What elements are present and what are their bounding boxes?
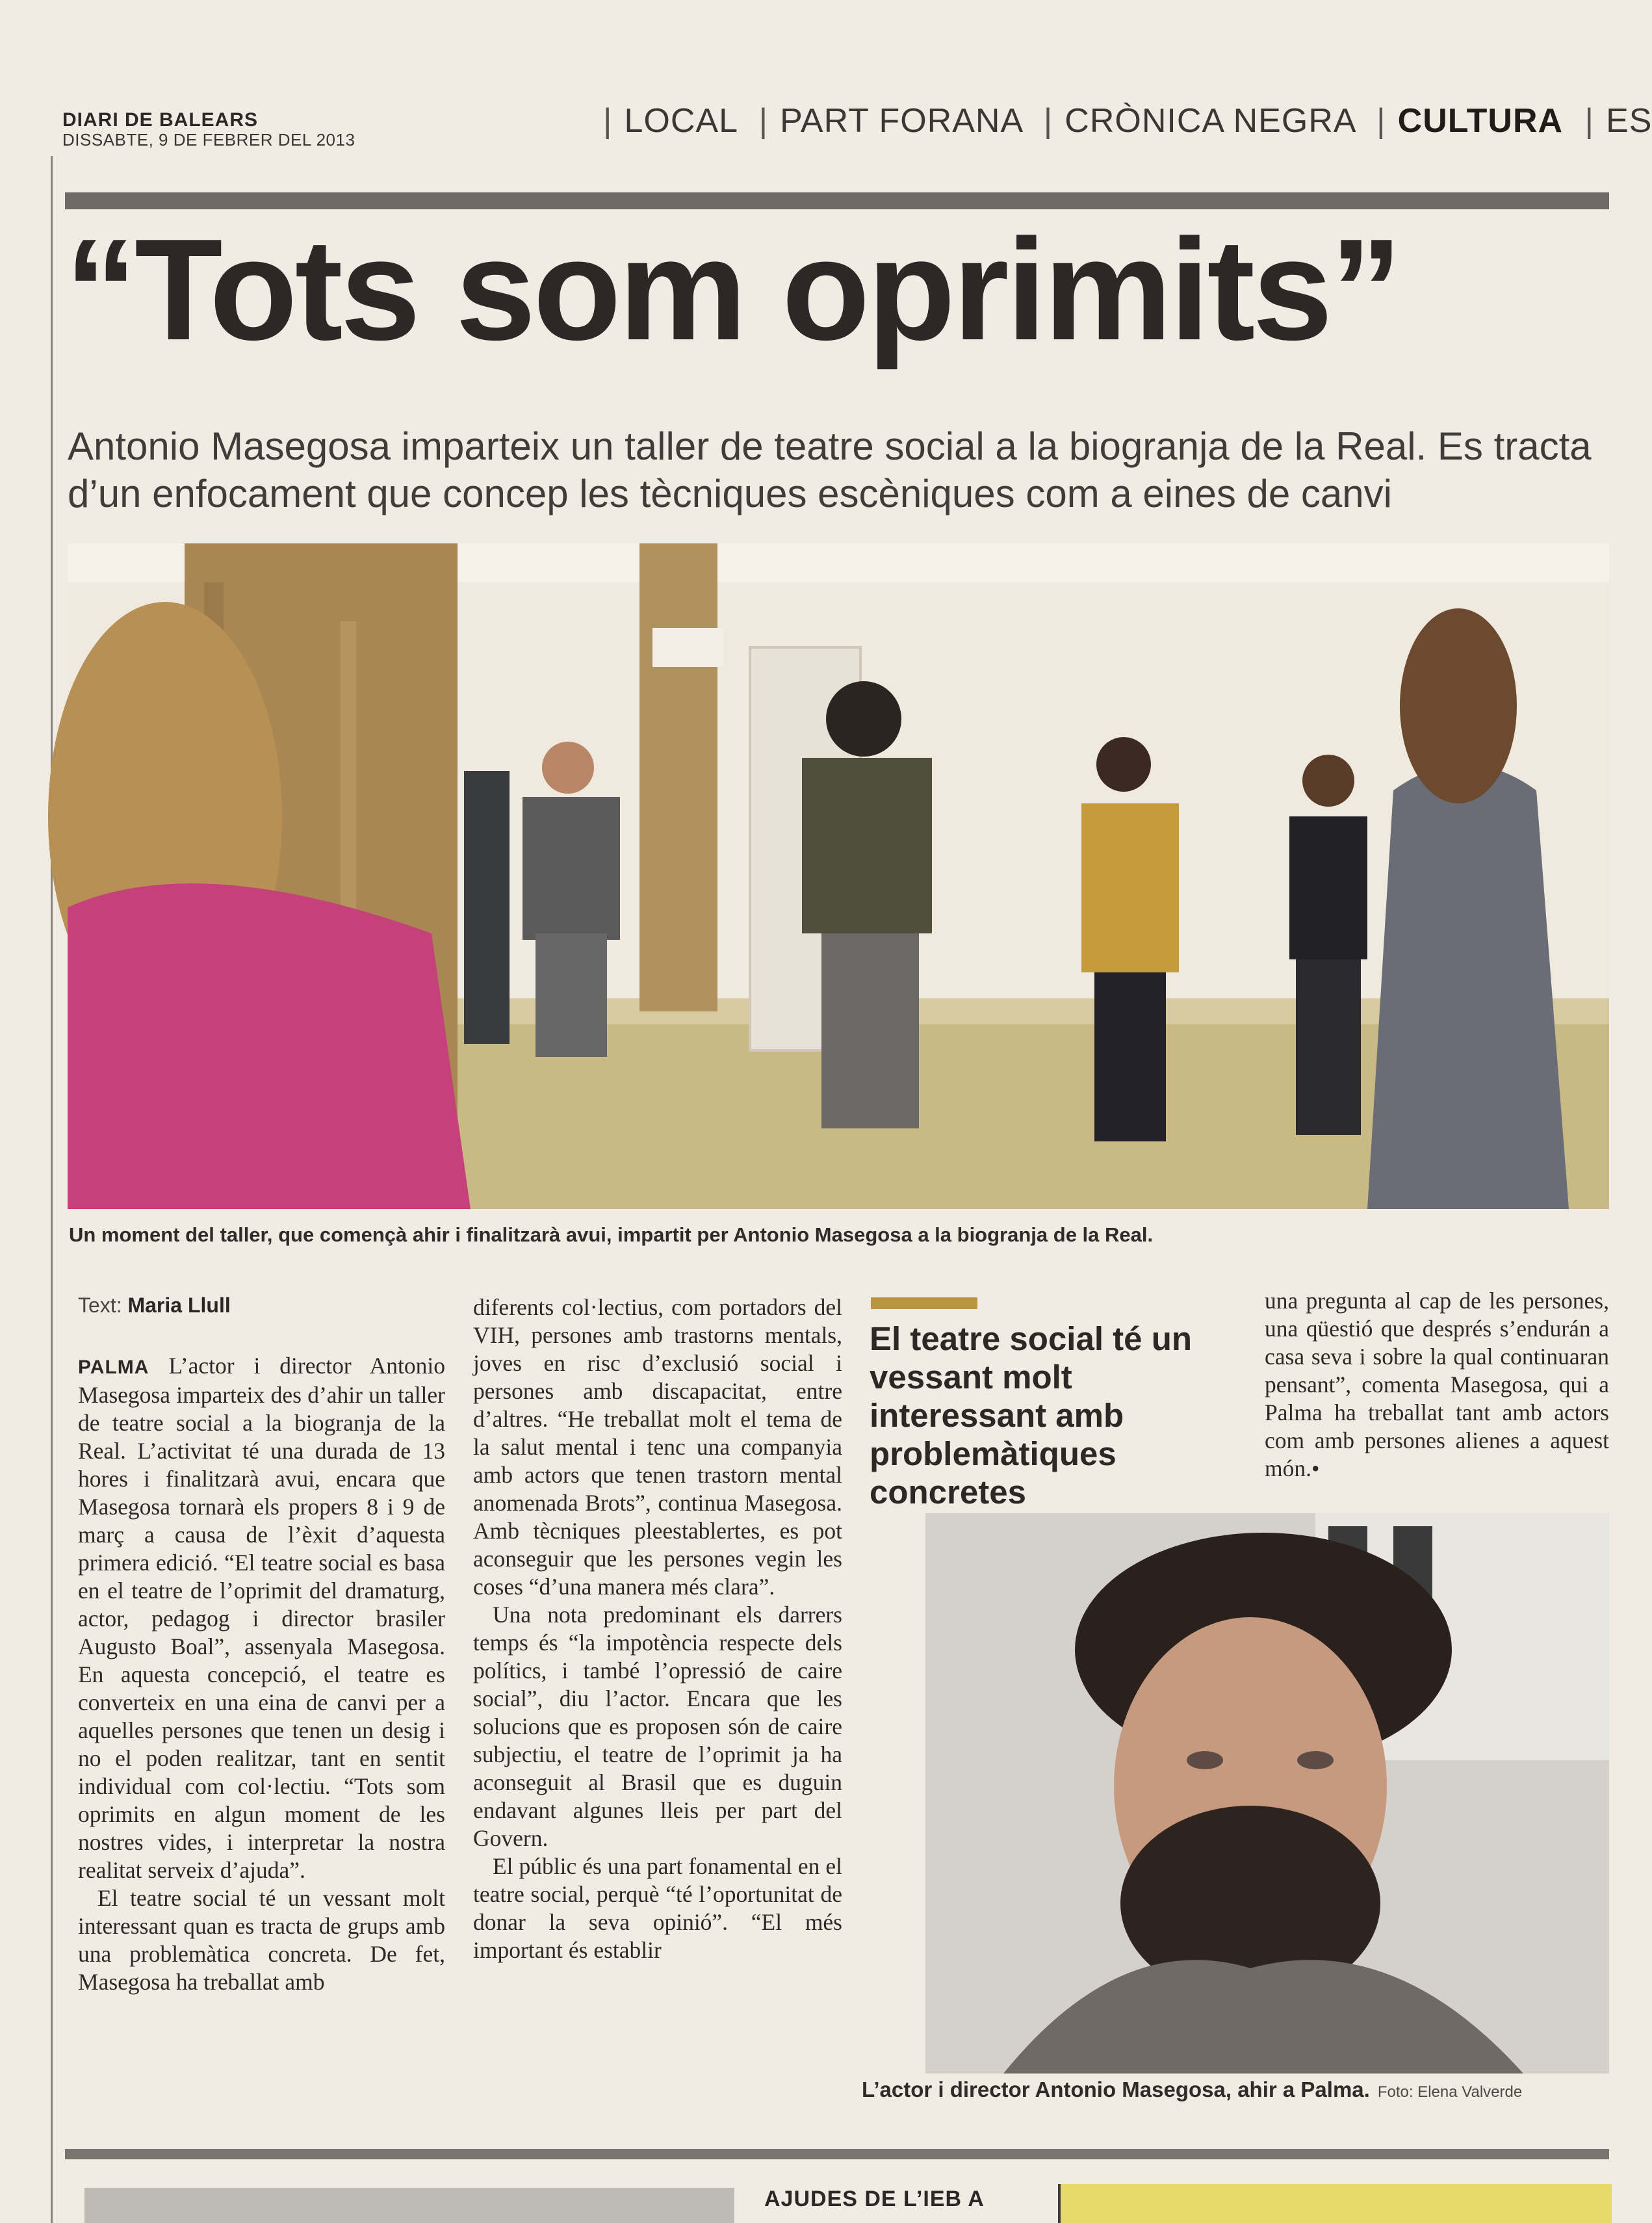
article-column-2: [473, 1294, 842, 1964]
byline-author: Maria Llull: [127, 1294, 231, 1317]
next-article-photo-strip: [84, 2188, 734, 2223]
section-es[interactable]: ES: [1606, 102, 1652, 140]
header-rule: [65, 192, 1609, 209]
portrait-caption: [862, 2077, 1522, 2102]
location-dateline: PALMA: [78, 1357, 149, 1378]
article-column-4: [1265, 1287, 1609, 1483]
photo-credit: Foto: Elena Valverde: [1377, 2083, 1523, 2101]
article-column-1: [78, 1352, 445, 1996]
issue-date: DISSABTE, 9 DE FEBRER DEL 2013: [62, 130, 355, 150]
paragraph: [78, 1352, 445, 1884]
portrait-photo: [925, 1513, 1609, 2074]
section-local[interactable]: LOCAL: [624, 102, 738, 140]
pull-quote: El teatre social té un vessant molt interessant amb problemàtiques concretes: [870, 1320, 1193, 1511]
section-cronica-negra[interactable]: CRÒNICA NEGRA: [1065, 102, 1355, 140]
section-part-forana[interactable]: PART FORANA: [780, 102, 1022, 140]
paragraph: El públic és una part fonamental en el teatre social, perquè “té l’oportunitat de donar la seva opinió”. “El més important és establir: [473, 1853, 842, 1963]
page-margin-rule: [51, 156, 53, 2223]
paragraph: El teatre social té un vessant molt interessant quan es tracta de grups amb una problemàtica concreta. De fet, Masegosa ha treballat amb: [78, 1885, 445, 1995]
nav-separator: |: [1376, 102, 1386, 140]
subheadline: Antonio Masegosa imparteix un taller de teatre social a la biogranja de la Real. Es tracta d’un enfocament que concep les tècniques escèniques com a eines de canvi: [68, 424, 1592, 516]
portrait-caption-text: L’actor i director Antonio Masegosa, ahir a Palma.: [862, 2077, 1370, 2101]
advert-strip: [1058, 2184, 1612, 2223]
next-article-headline: AJUDES DE L’IEB A: [764, 2187, 985, 2211]
photo-caption: Un moment del taller, que començà ahir i finalitzarà avui, impartit per Antonio Masegosa a la biogranja de la Real.: [69, 1223, 1154, 1246]
byline: [78, 1294, 231, 1318]
paragraph: Una nota predominant els darrers temps és “la impotència respecte dels polítics, i també l’opressió de caire social”, diu l’actor. Encara que les solucions que es proposen són de caire subjectiu, el teatre de l’oprimit ja ha aconseguit al Brasil que es duguin endavant algunes lleis per part del Govern.: [473, 1602, 842, 1851]
paragraph: una pregunta al cap de les persones, una qüestió que després s’endurán a casa seva i sobre la qual continuaran pensant”, comenta Masegosa, qui a Palma ha treballat tant amb actors com amb persones alienes a aquest món.•: [1265, 1288, 1609, 1481]
byline-label: Text:: [78, 1294, 122, 1317]
nav-separator: |: [1584, 102, 1595, 140]
workshop-photo: [68, 543, 1609, 1209]
nav-separator: |: [603, 102, 613, 140]
section-nav: [591, 101, 1652, 140]
paragraph-text: L’actor i director Antonio Masegosa imparteix des d’ahir un taller de teatre social a la biogranja de la Real. L’activitat té una durada de 13 hores i finalitzarà avui, encara que Masegosa tornarà els propers 8 i 9 de març a causa de l’èxit d’aquesta primera edició. “El teatre social es basa en el teatre de l’oprimit del dramaturg, actor, pedagog i director brasiler Augusto Boal”, assenyala Masegosa. En aquesta concepció, el teatre es converteix en una eina de canvi per a aquelles persones que tenen un desig i no el poden realitzar, tant en sentit individual com col·lectiu. “Tots som oprimits en algun moment de les nostres vides, i interpretar la nostra realitat serveix d’ajuda”.: [78, 1353, 445, 1883]
paragraph: diferents col·lectius, com portadors del VIH, persones amb trastorns mentals, joves en risc d’exclusió social i persones amb discapacitat, entre d’altres. “He treballat molt el tema de la salut mental i tenc una companyia amb actors que tenen trastorn mental anomenada Brots”, continua Masegosa. Amb tècniques pleestablertes, es pot aconseguir que les persones vegin les coses “d’una manera més clara”.: [473, 1294, 842, 1600]
pull-quote-accent: [871, 1297, 977, 1309]
bottom-rule: [65, 2149, 1609, 2159]
headline: “Tots som oprimits”: [65, 209, 1400, 370]
section-cultura[interactable]: CULTURA: [1397, 102, 1564, 140]
nav-separator: |: [1043, 102, 1053, 140]
nav-separator: |: [758, 102, 769, 140]
portrait-illustration: [925, 1513, 1609, 2074]
workshop-photo-illustration: [68, 543, 1609, 1209]
masthead: DIARI DE BALEARS: [62, 109, 259, 131]
